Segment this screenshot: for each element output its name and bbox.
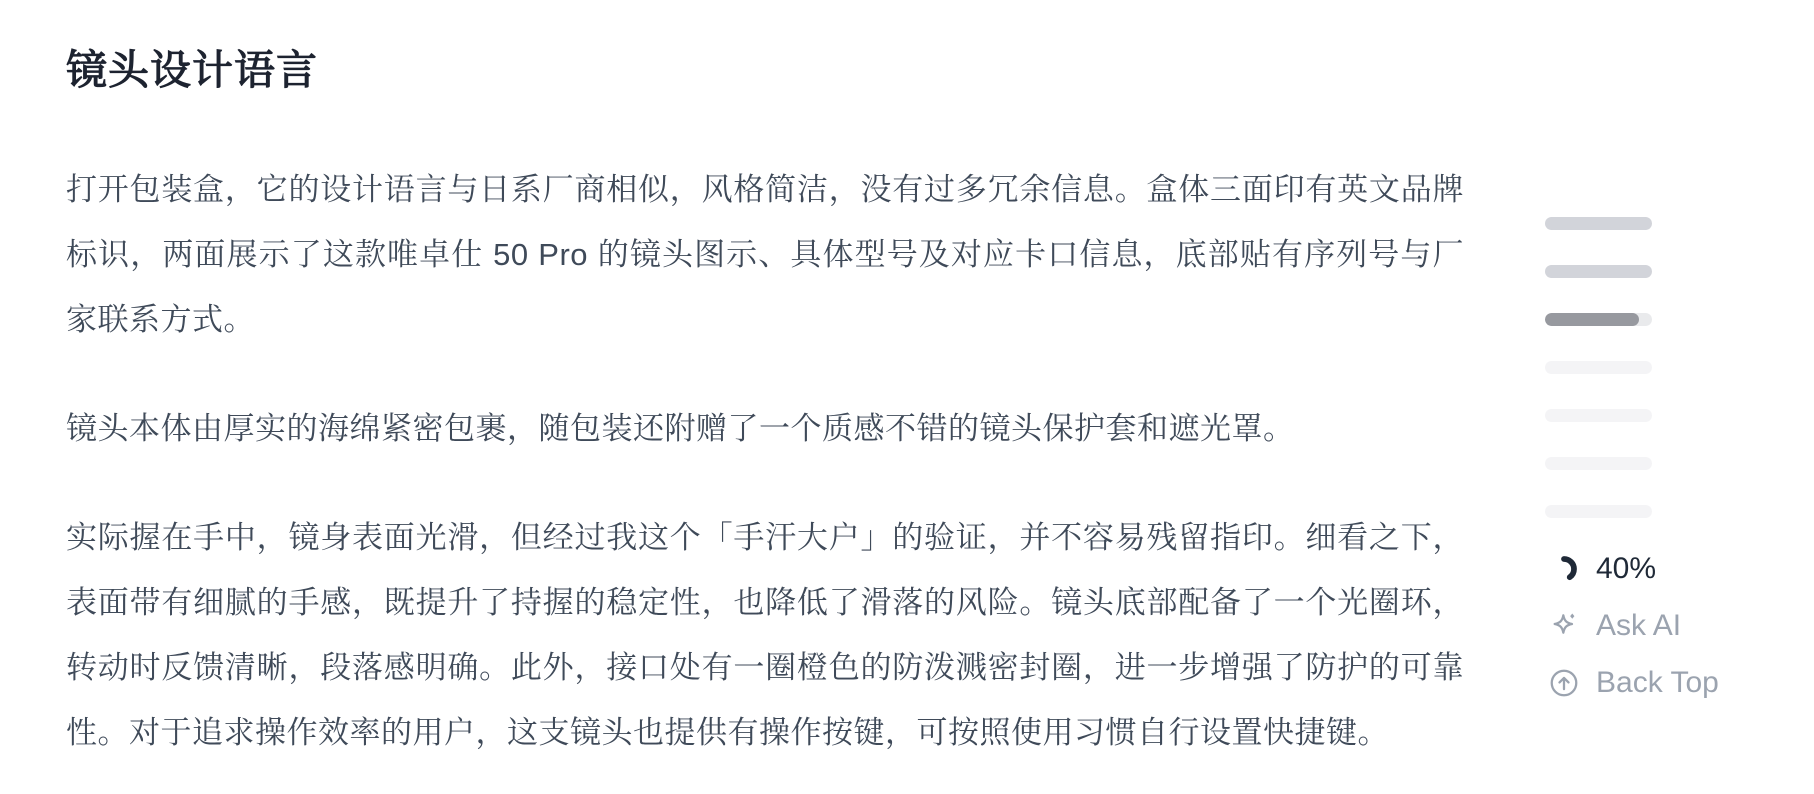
sparkle-icon: [1548, 610, 1580, 642]
minimap-bar-read[interactable]: [1545, 217, 1652, 230]
article-paragraph: 实际握在手中，镜身表面光滑，但经过我这个「手汗大户」的验证，并不容易残留指印。细看之下，表面带有细腻的手感，既提升了持握的稳定性，也降低了滑落的风险。镜头底部配备了一个光圈环，转动时反馈清晰，段落感明确。此外，接口处有一圈橙色的防泼溅密封圈，进一步增强了防护的可靠性。对于追求操作效率的用户，这支镜头也提供有操作按键，可按照使用习惯自行设置快捷键。: [66, 520, 1464, 751]
back-top-label: Back Top: [1596, 666, 1719, 699]
back-top-button[interactable]: [1548, 666, 1719, 700]
article-paragraph: 打开包装盒，它的设计语言与日系厂商相似，风格简洁，没有过多冗余信息。盒体三面印有英文品牌标识，两面展示了这款唯卓仕 50 Pro 的镜头图示、具体型号及对应卡口信息，底部贴有序列号与厂家联系方式。: [66, 172, 1464, 338]
minimap-bar-fill: [1545, 313, 1639, 326]
reading-progress-indicator: [1548, 552, 1719, 586]
article-content: [66, 46, 1464, 765]
minimap-bar-unread[interactable]: [1545, 361, 1652, 374]
article-body: [66, 157, 1464, 765]
article-paragraph: 镜头本体由厚实的海绵紧密包裹，随包装还附赠了一个质感不错的镜头保护套和遮光罩。: [66, 411, 1295, 447]
minimap-bar-active[interactable]: [1545, 313, 1652, 326]
minimap-bar-unread[interactable]: [1545, 457, 1652, 470]
ask-ai-label: Ask AI: [1596, 609, 1682, 642]
minimap-bar-read[interactable]: [1545, 265, 1652, 278]
reader-controls: [1548, 552, 1719, 700]
minimap-bar-unread[interactable]: [1545, 505, 1652, 518]
arrow-up-circle-icon: [1548, 667, 1580, 699]
ask-ai-button[interactable]: [1548, 609, 1719, 643]
reading-progress-label: 40%: [1596, 552, 1657, 585]
outline-minimap: [1545, 217, 1652, 518]
progress-arc-icon: [1548, 553, 1580, 585]
page-title: 镜头设计语言: [66, 47, 318, 93]
minimap-bar-unread[interactable]: [1545, 409, 1652, 422]
